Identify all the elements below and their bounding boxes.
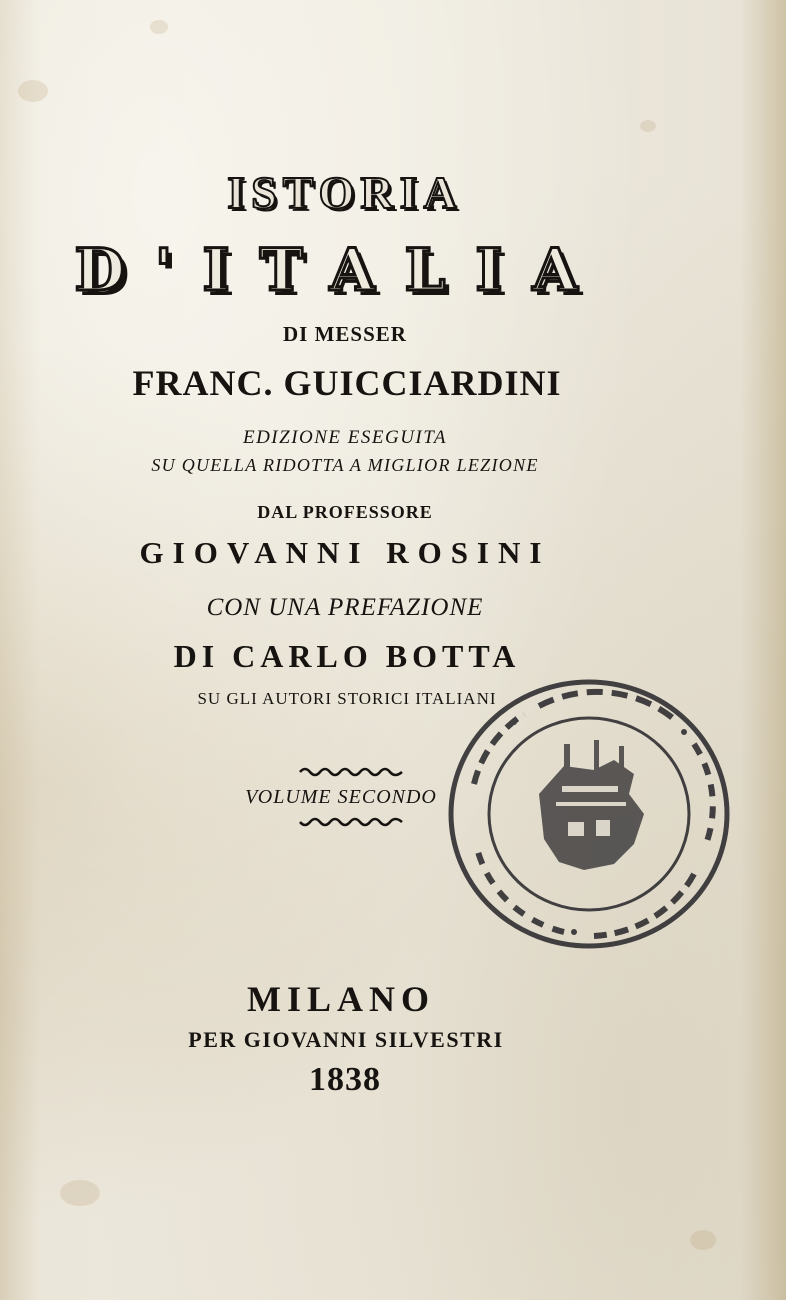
author-name: FRANC. GUICCIARDINI: [132, 363, 562, 403]
preface-line: CON UNA PREFAZIONE: [206, 594, 484, 621]
editor-name: GIOVANNI ROSINI: [139, 535, 551, 570]
foxing-spot: [640, 120, 656, 132]
title-line-2: D'ITALIA: [74, 236, 608, 304]
imprint-publisher: PER GIOVANNI SILVESTRI: [188, 1027, 504, 1052]
edition-line-1: EDIZIONE ESEGUITA: [242, 427, 448, 448]
ornament-rule-top: [298, 766, 404, 778]
title-line-1: ISTORIA: [227, 167, 463, 218]
preface-topic: SU GLI AUTORI STORICI ITALIANI: [197, 689, 497, 708]
foxing-spot: [60, 1180, 100, 1206]
editor-by-line: DAL PROFESSORE: [257, 502, 433, 522]
library-stamp-icon: [444, 674, 734, 954]
imprint-year: 1838: [309, 1061, 381, 1098]
edition-line-2: SU QUELLA RIDOTTA A MIGLIOR LEZIONE: [151, 455, 539, 475]
ornament-rule-bottom: [298, 816, 404, 828]
foxing-spot: [690, 1230, 716, 1250]
foxing-spot: [18, 80, 48, 102]
preface-author: DI CARLO BOTTA: [173, 638, 521, 674]
by-line: DI MESSER: [283, 322, 407, 346]
volume-label: VOLUME SECONDO: [245, 786, 437, 808]
foxing-spot: [150, 20, 168, 34]
imprint-city: MILANO: [247, 979, 435, 1019]
